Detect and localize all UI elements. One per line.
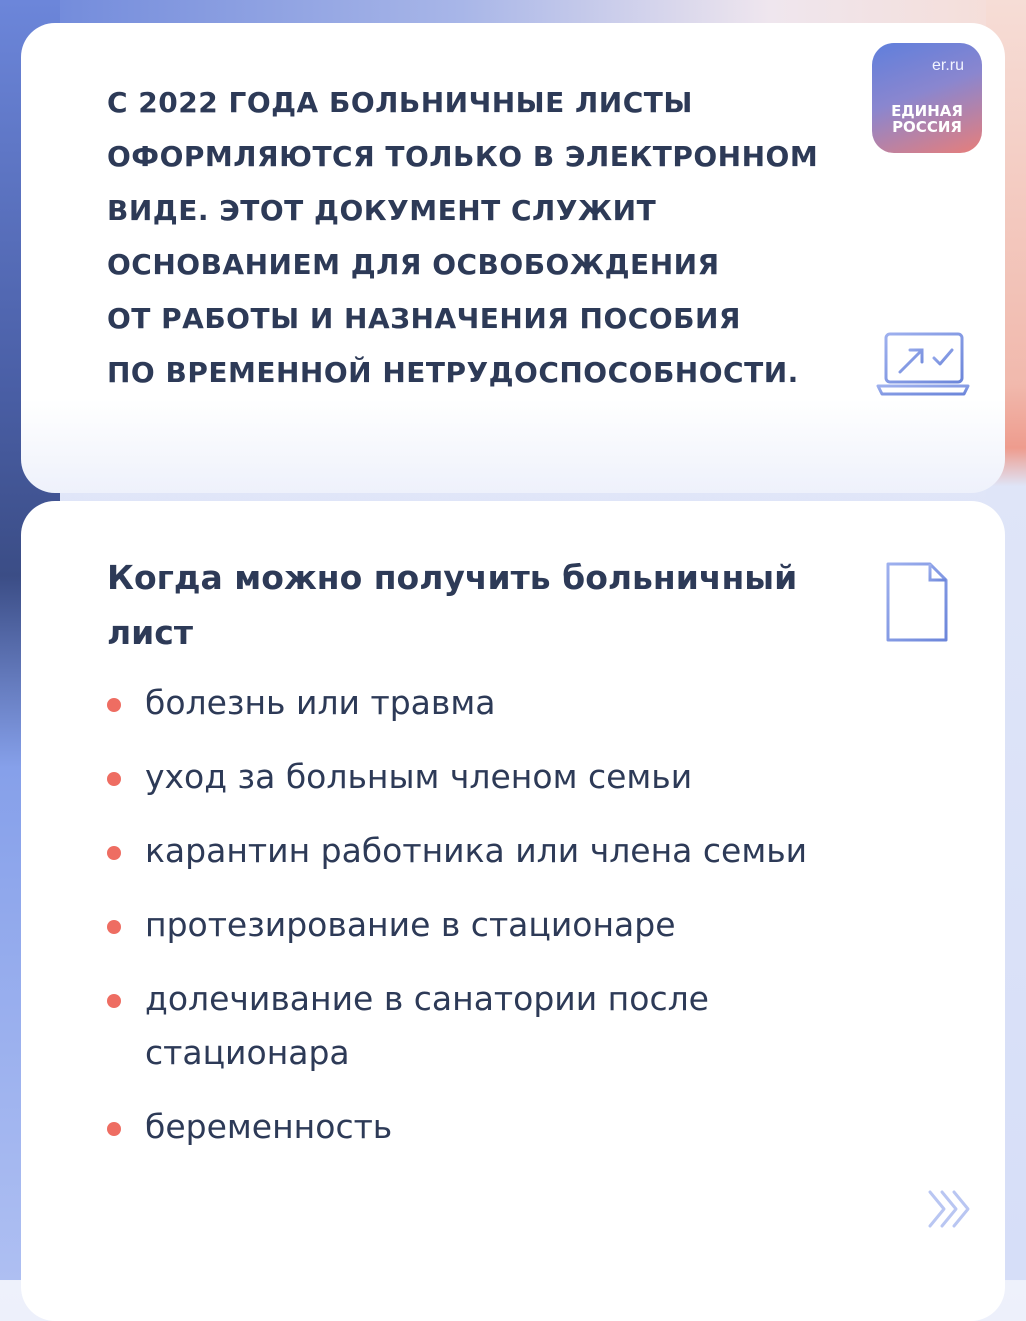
headline-line: С 2022 ГОДА БОЛЬНИЧНЫЕ ЛИСТЫ xyxy=(107,86,693,119)
headline xyxy=(107,76,847,400)
section-title: Когда можно получить больничный лист xyxy=(107,558,798,652)
logo-name-line: РОССИЯ xyxy=(892,118,962,136)
list-item-text: протезирование в стационаре xyxy=(145,905,676,944)
bullet-dot xyxy=(107,772,121,786)
list-item-text: беременность xyxy=(145,1107,393,1146)
laptop-check-icon xyxy=(876,330,970,400)
logo-name-line: ЕДИНАЯ xyxy=(891,102,963,120)
list-item xyxy=(107,676,907,730)
list-item xyxy=(107,1100,907,1154)
bullet-dot xyxy=(107,920,121,934)
logo-url: er.ru xyxy=(931,57,964,74)
headline-line: ОФОРМЛЯЮТСЯ ТОЛЬКО В ЭЛЕКТРОННОМ xyxy=(107,140,819,173)
list-item xyxy=(107,824,907,878)
headline-line: ВИДЕ. ЭТОТ ДОКУМЕНТ СЛУЖИТ xyxy=(107,194,657,227)
list-item xyxy=(107,972,785,1080)
list-item-text: болезнь или травма xyxy=(145,683,496,722)
headline-line: ПО ВРЕМЕННОЙ НЕТРУДОСПОСОБНОСТИ. xyxy=(107,356,799,389)
document-list-icon xyxy=(884,560,950,644)
conditions-list xyxy=(107,676,907,1174)
list-item xyxy=(107,750,907,804)
bullet-dot xyxy=(107,698,121,712)
list-item xyxy=(107,898,907,952)
list-item-text: уход за больным членом семьи xyxy=(145,757,693,796)
list-item-text: долечивание в санатории после стационара xyxy=(145,979,709,1072)
headline-line: ОСНОВАНИЕМ ДЛЯ ОСВОБОЖДЕНИЯ xyxy=(107,248,720,281)
logo-name xyxy=(872,103,982,135)
party-logo xyxy=(872,43,982,153)
headline-line: ОТ РАБОТЫ И НАЗНАЧЕНИЯ ПОСОБИЯ xyxy=(107,302,741,335)
bullet-dot xyxy=(107,1122,121,1136)
chevrons-right-icon[interactable] xyxy=(924,1186,974,1232)
bullet-dot xyxy=(107,846,121,860)
list-item-text: карантин работника или члена семьи xyxy=(145,831,808,870)
bullet-dot xyxy=(107,994,121,1008)
